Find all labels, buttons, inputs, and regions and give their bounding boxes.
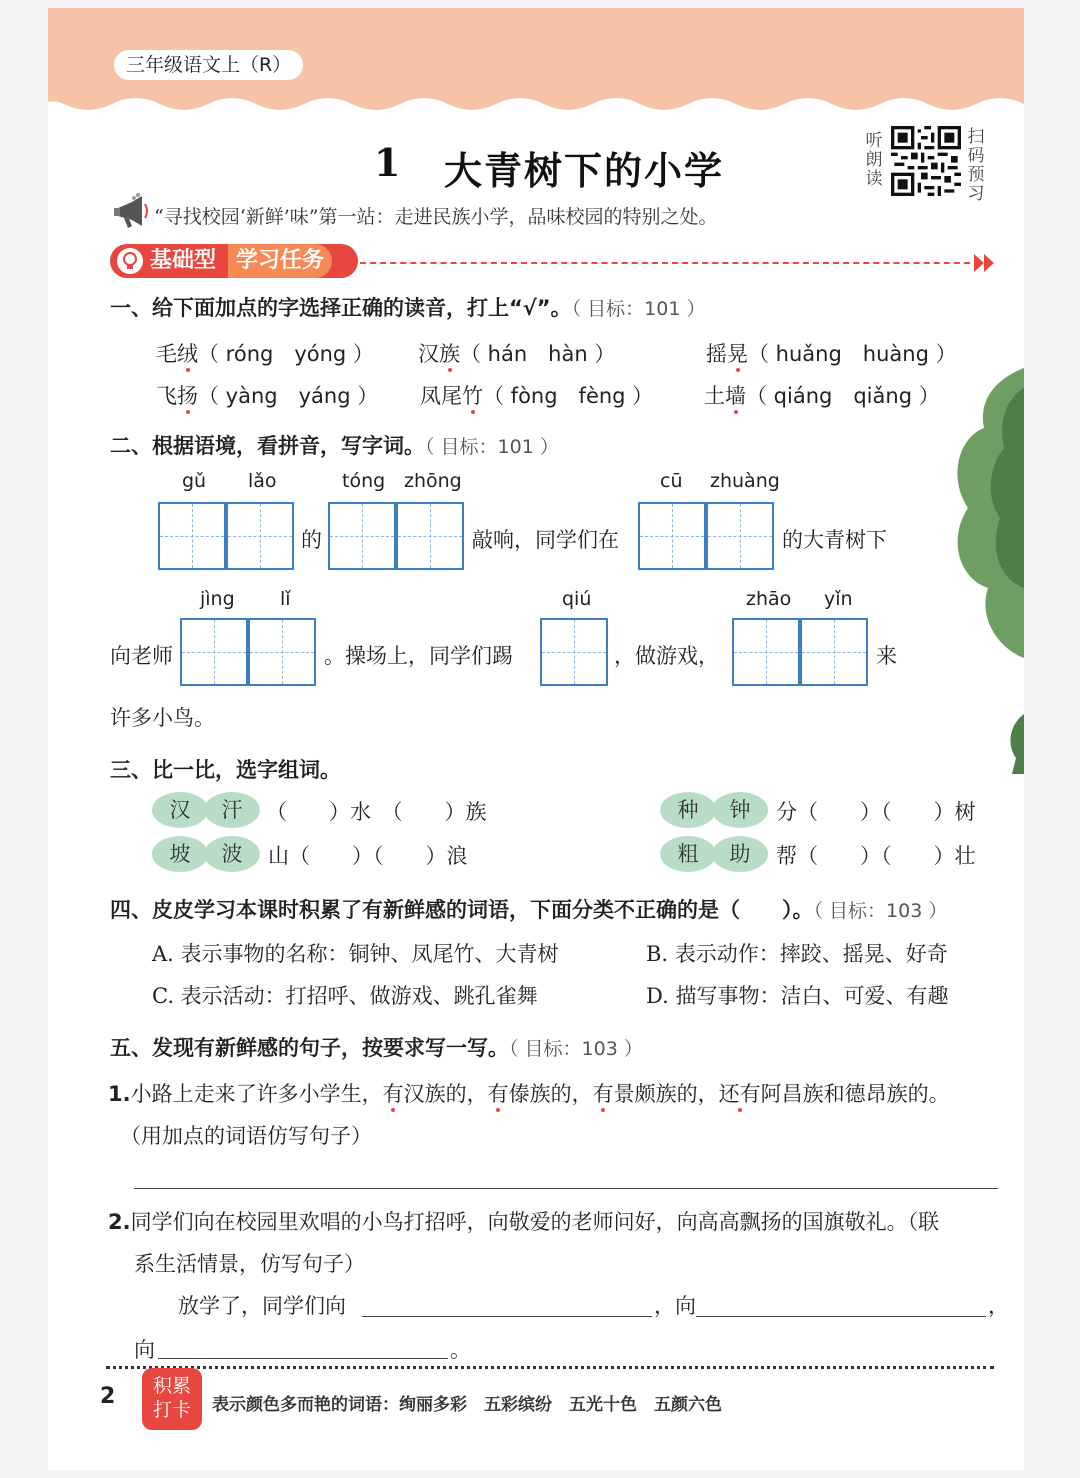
char-pair-leaf: 汉 汗 (152, 792, 262, 828)
q2-text: 许多小鸟。 (110, 706, 215, 730)
q1-options[interactable]: （ qiáng qiǎng ） (746, 384, 940, 408)
q2-text: ，做游戏， (614, 644, 719, 668)
q4-heading (110, 894, 947, 924)
q1-item-1: 毛绒（ róng yóng ） (156, 342, 374, 366)
char-pair-leaf: 坡 波 (152, 836, 262, 872)
writing-box[interactable] (540, 618, 608, 686)
q5-goal: （ 目标：103 ） (509, 1038, 643, 1060)
q3-blanks[interactable]: （ ）水 （ ）族 (266, 800, 487, 824)
q2-text: 来 (876, 644, 897, 668)
q1-goal: （ 目标：101 ） (571, 298, 706, 320)
dotted-char: 有 (382, 1082, 404, 1106)
q1-options[interactable]: （ yàng yáng ） (198, 384, 379, 408)
q4-option-d[interactable]: D. 描写事物：洁白、可爱、有趣 (646, 984, 949, 1008)
qr-left-label: 听朗读 (865, 131, 883, 189)
q1-options[interactable]: （ fòng fèng ） (483, 384, 654, 408)
answer-line[interactable] (362, 1316, 652, 1317)
char-pair-leaf: 粗 助 (660, 836, 770, 872)
q4-heading-text: 四、皮皮学习本课时积累了有新鲜感的词语，下面分类不正确的是（ ）。 (110, 898, 814, 922)
q2-text: 。操场上，同学们踢 (324, 644, 513, 668)
q2-text: 的大青树下 (782, 528, 887, 552)
q2-text: 敲响，同学们在 (472, 528, 619, 552)
lesson-title: 大青树下的小学 (444, 148, 725, 193)
q3-heading: 三、比一比，选字组词。 (110, 758, 341, 782)
q2-heading (110, 430, 559, 460)
qr-right-label: 扫码预习 (967, 127, 985, 204)
dotted-char: 还有 (718, 1082, 761, 1106)
writing-box[interactable] (180, 618, 248, 686)
char-pair-leaf: 种 钟 (660, 792, 770, 828)
qr-code-icon[interactable] (891, 126, 961, 196)
q5-heading-text: 五、发现有新鲜感的句子，按要求写一写。 (110, 1036, 509, 1060)
q5-fill-start: 放学了，同学们向 (178, 1294, 346, 1318)
q2-goal: （ 目标：101 ） (425, 436, 559, 458)
q2-text: 向老师 (110, 644, 173, 668)
q3-blanks[interactable]: 分（ ）（ ）树 (776, 800, 976, 824)
q1-item-6: 土墙（ qiáng qiǎng ） (704, 384, 940, 408)
q5-fill-xiang: 向 (134, 1338, 155, 1362)
q5-fill-comma: ， (988, 1294, 1009, 1318)
pinyin: zhāo (746, 588, 792, 610)
answer-line[interactable] (134, 1188, 998, 1189)
q4-option-a[interactable]: A. 表示事物的名称：铜钟、凤尾竹、大青树 (152, 942, 559, 966)
task-banner-part1: 基础型 (150, 248, 217, 273)
pinyin: jìng (200, 588, 235, 610)
dotted-char: 墙 (725, 384, 746, 408)
q5-heading (110, 1032, 643, 1062)
writing-box[interactable] (638, 502, 706, 570)
q1-heading-text: 一、给下面加点的字选择正确的读音，打上“√”。 (110, 296, 572, 320)
dotted-char: 族 (439, 342, 460, 366)
q4-option-b[interactable]: B. 表示动作：摔跤、摇晃、好奇 (646, 942, 948, 966)
dotted-char: 有 (592, 1082, 614, 1106)
task-banner-part2: 学习任务 (228, 244, 332, 278)
worksheet-page (48, 8, 1024, 1470)
q1-heading (110, 292, 705, 322)
q3-blanks[interactable]: 山（ ）（ ）浪 (268, 844, 468, 868)
intro-text: “寻找校园‘新鲜’味”第一站：走进民族小学，品味校园的特别之处。 (154, 206, 718, 228)
pinyin: gǔ (182, 470, 207, 492)
lesson-number: 1 (374, 140, 401, 185)
writing-box[interactable] (158, 502, 226, 570)
q1-options[interactable]: （ róng yóng ） (198, 342, 374, 366)
writing-box[interactable] (226, 502, 294, 570)
pinyin: tóng (342, 470, 386, 492)
q5-sentence-1: 1.小路上走来了许多小学生，有汉族的，有傣族的，有景颇族的，还有阿昌族和德昂族的。 (108, 1082, 950, 1106)
writing-box[interactable] (732, 618, 800, 686)
writing-box[interactable] (706, 502, 774, 570)
task-banner (110, 244, 358, 278)
lightbulb-icon (116, 247, 144, 275)
task-banner-divider (360, 262, 980, 264)
grade-label: 三年级语文上（R） (114, 50, 303, 80)
accumulate-badge: 积累 打卡 (142, 1368, 202, 1430)
pinyin: cū (660, 470, 683, 492)
q5-requirement-1: （用加点的词语仿写句子） (120, 1124, 372, 1148)
dotted-char: 扬 (177, 384, 198, 408)
q1-item-5: 凤尾竹（ fòng fèng ） (420, 384, 654, 408)
tree-small-illustration (1006, 714, 1024, 774)
pinyin: lǎo (248, 470, 277, 492)
double-arrow-icon (974, 254, 996, 272)
pinyin: qiú (562, 588, 592, 610)
writing-box[interactable] (248, 618, 316, 686)
pinyin: yǐn (824, 588, 853, 610)
q2-heading-text: 二、根据语境，看拼音，写字词。 (110, 434, 425, 458)
dotted-char: 有 (487, 1082, 509, 1106)
footer-divider (106, 1366, 994, 1369)
q5-requirement-2: 系生活情景，仿写句子） (134, 1252, 365, 1276)
q5-fill-end: 。 (450, 1338, 471, 1362)
q5-sentence-2: 2.同学们向在校园里欢唱的小鸟打招呼，向敬爱的老师问好，向高高飘扬的国旗敬礼。（联 (108, 1210, 940, 1234)
pinyin: zhōng (404, 470, 462, 492)
q5-fill-mid: ，向 (654, 1294, 696, 1318)
q1-options[interactable]: （ huǎng huàng ） (748, 342, 957, 366)
dotted-char: 绒 (177, 342, 198, 366)
q4-option-c[interactable]: C. 表示活动：打招呼、做游戏、跳孔雀舞 (152, 984, 538, 1008)
writing-box[interactable] (396, 502, 464, 570)
q2-text: 的 (301, 528, 322, 552)
pinyin: zhuàng (710, 470, 780, 492)
dotted-char: 晃 (727, 342, 748, 366)
q1-item-2: 汉族（ hán hàn ） (418, 342, 616, 366)
footer-vocab: 表示颜色多而艳的词语：绚丽多彩 五彩缤纷 五光十色 五颜六色 (212, 1395, 722, 1415)
q4-goal: （ 目标：103 ） (813, 900, 948, 922)
writing-box[interactable] (328, 502, 396, 570)
writing-box[interactable] (800, 618, 868, 686)
answer-line[interactable] (158, 1358, 448, 1359)
pinyin: lǐ (280, 588, 291, 610)
q1-item-4: 飞扬（ yàng yáng ） (156, 384, 379, 408)
megaphone-icon (112, 192, 154, 232)
q3-blanks[interactable]: 帮（ ）（ ）壮 (776, 844, 976, 868)
tree-illustration (938, 368, 1024, 668)
dotted-char: 竹 (462, 384, 483, 408)
q1-item-3: 摇晃（ huǎng huàng ） (706, 342, 957, 366)
q1-options[interactable]: （ hán hàn ） (460, 342, 616, 366)
page-number: 2 (100, 1384, 116, 1409)
answer-line[interactable] (696, 1316, 986, 1317)
